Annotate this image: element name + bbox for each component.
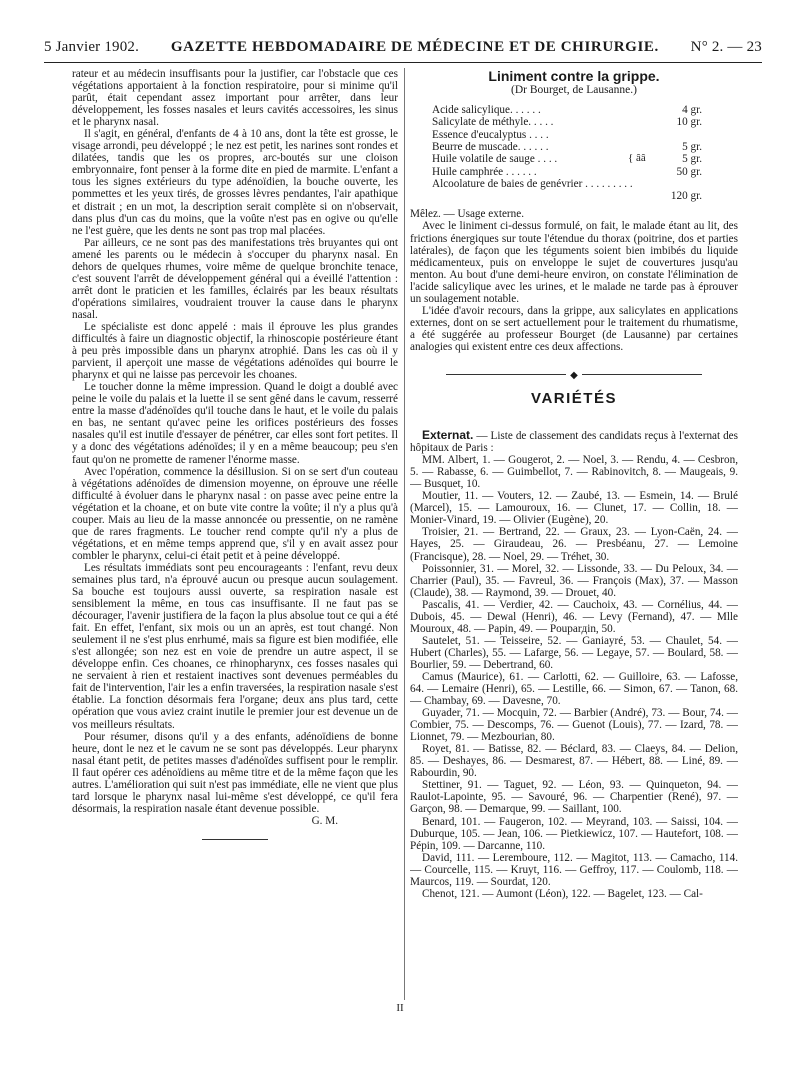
section-divider [410, 369, 738, 379]
article-end-rule [202, 839, 268, 840]
recipe-row [432, 129, 702, 141]
externat-list: Moutier, 11. — Vouters, 12. — Zaubé, 13. — Esmein, 14. — Brulé (Marcel), 15. — Lamouroux, 16. — Clunet, 17. — Collin, 18. — Monier-Vinard, 19. — Olivier (Eugène), 20. [410, 490, 738, 527]
externat-list: Benard, 101. — Faugeron, 102. — Meyrand, 103. — Saissi, 104. — Duburque, 105. — Jean, 106. — Pietkiewicz, 107. — Hautefort, 108. — Pépin, 109. — Darcanne, 110. [410, 815, 738, 852]
left-paragraph: Le toucher donne la même impression. Quand le doigt a doublé avec peine le voile du palais et la luette il se sent gêné dans le cavum, resserré entre la masse d'adénoïdes qu'il touche dans le haut, et le voile du palais en bas, ne sentant qu'avec peine les orifices postérieurs des fosses nasales qu'il est inutile d'essayer de pénétrer, car elles sont fort petites. Il y a donc des végétations adénoïdes; il y en a même beaucoup; peu s'en faut qu'on ne promette de ramener l'énorme masse. [72, 381, 398, 466]
ingredient-name: Beurre de muscade. . . . . . [432, 140, 549, 153]
ingredient-qty: 50 gr. [676, 165, 702, 178]
issue-page-number: N° 2. — 23 [690, 39, 762, 55]
liniment-paragraph: L'idée d'avoir recours, dans la grippe, aux salicylates en applications externes, dont on se sert actuellement pour le traitement du rhumatisme, a été suggérée au professeur Bourget (de Lausanne) par certaines analogies qui existent entre ces deux affections. [410, 304, 738, 353]
ingredient-qty: 5 gr. [682, 140, 702, 153]
left-paragraph: Par ailleurs, ce ne sont pas des manifestations très bruyantes qui ont amené les parents ou le médecin à s'occuper du pharynx nasal. En dehors de quelques rhumes, voire même de quelque bronchite tenace, c'est souvent l'arrêt de développement général qui a éveillé l'attention : arrêt dont le praticien et les familles, éclairés par les beaux résultats d'opérations similaires, voudraient trouver la cause dans le pharynx nasal. [72, 236, 398, 321]
recipe-row [432, 153, 702, 165]
recipe-row [432, 166, 702, 178]
left-paragraph: Les résultats immédiats sont peu encourageants : l'enfant, revu deux semaines plus tard, n'a éprouvé aucun ou presque aucun soulagement. Sa bouche est toujours aussi ouverte, sa respiration nasale est sensiblement la même, en tous cas insuffisante. Il ne faut pas se décourager, l'avenir justifiera de la façon la plus absolue tout ce qui a été fait. En effet, l'enfant, six mois ou un an après, est tout changé. Non seulement il ne s'est plus enrhumé, mais sa figure est bien modifiée, elle s'est allongée; son nez est en voie de prendre un autre aspect, il se développe enfin. Ces choanes, ce rhinopharynx, ces fosses nasales qui ne servaient à rien et restaient inactives sont devenues perméables du fait de l'intervention, l'air les a enfin traversées, la respiration nasale s'est établie. La fonction désormais fera l'organe; deux ans plus tard, cette opération que vous aviez craint inutile le premier jour est devenue un de vos meilleurs résultats. [72, 561, 398, 731]
liniment-author: (Dr Bourget, de Lausanne.) [511, 84, 637, 96]
recipe-row [432, 104, 702, 116]
ingredient-qty [654, 129, 702, 141]
recipe-row [432, 141, 702, 153]
ingredient-qty: 4 gr. [682, 104, 702, 117]
section-title-varietes: VARIÉTÉS [531, 389, 617, 407]
ingredient-qty: 10 gr. [676, 116, 702, 129]
left-paragraph: rateur et au médecin insuffisants pour la justifier, car l'obstacle que ces végétations apportaient à la fonction respiratoire, pour si minime qu'il parût, était cependant assez important pour arrêter, dans leur développement, les fosses nasales et leurs cavités accessoires, les sinus et le pharynx nasal. [72, 68, 398, 129]
externat-list: Pascalis, 41. — Verdier, 42. — Cauchoix, 43. — Cornélius, 44. — Dubois, 45. — Dewal (Henri), 46. — Levy (Fernand), 47. — Mlle Mouroux, 48. — Papin, 49. — Pouparдin, 50. [410, 598, 738, 635]
ingredient-qty: 120 gr. [670, 190, 702, 203]
externat-list: Stettiner, 91. — Taguet, 92. — Léon, 93. — Quinqueton, 94. — Raulot-Lapointe, 95. — Savouré, 96. — Charpentier (René), 97. — Garçon, 98. — Demarque, 99. — Saillant, 100. [410, 779, 738, 816]
externat-list: MM. Albert, 1. — Gougerot, 2. — Noel, 3. — Rendu, 4. — Cesbron, 5. — Rabasse, 6. — Guimbellot, 7. — Rabinovitch, 8. — Maugeais, 9. — Busquet, 10. [410, 454, 738, 491]
externat-list: Camus (Maurice), 61. — Carlotti, 62. — Guilloire, 63. — Lafosse, 64. — Lemaire (Henri), 65. — Lestille, 66. — Simon, 67. — Tanon, 68. — Chambay, 69. — Davesne, 70. [410, 670, 738, 708]
liniment-title: Liniment contre la grippe. [488, 68, 660, 84]
externat-list: Royet, 81. — Batisse, 82. — Béclard, 83. — Claeys, 84. — Delion, 85. — Deshayes, 86. — Desmarest, 87. — Hébert, 88. — Liné, 89. — Rabourdin, 90. [410, 743, 738, 780]
ingredient-name: Huile camphrée . . . . . . [432, 165, 537, 178]
recipe-row [432, 178, 702, 203]
externat-list: Sautelet, 51. — Teisseire, 52. — Ganiayré, 53. — Chaulet, 54. — Hubert (Charles), 55. — Lafarge, 56. — Legaye, 57. — Boulard, 58. — Bourlier, 59. — Debertrand, 60. [410, 634, 738, 671]
header-rule [44, 62, 762, 63]
running-header [44, 34, 762, 56]
ingredient-name: Alcoolature de baies de genévrier . . . . . . . . . [432, 177, 633, 190]
ingredient-name: Essence d'eucalyptus . . . . [432, 128, 549, 141]
ingredient-name: Salicylate de méthyle. . . . . [432, 116, 554, 129]
externat-list: Poissonnier, 31. — Morel, 32. — Lissonde, 33. — Du Peloux, 34. — Charrier (Paul), 35. — Favreul, 36. — François (Max), 37. — Masson (Claude), 38. — Raymond, 39. — Drouet, 40. [410, 562, 738, 599]
ingredient-name: Huile volatile de sauge . . . . [432, 153, 558, 166]
ingredient-name: Acide salicylique. . . . . . [432, 104, 541, 117]
signature: G. M. [311, 814, 338, 827]
externat-list: Troisier, 21. — Bertrand, 22. — Graux, 23. — Lyon-Caën, 24. — Hayes, 25. — Giraudeau, 26. — Presbéanu, 27. — Lemoine (Francisque), 28. — Noel, 29. — Tréhet, 30. [410, 526, 738, 563]
journal-title: GAZETTE HEBDOMADAIRE DE MÉDECINE ET DE CHIRURGIE. [170, 39, 659, 55]
externat-list: Guyader, 71. — Mocquin, 72. — Barbier (André), 73. — Bour, 74. — Combier, 75. — Descomps, 76. — Guenot (Louis), 77. — Izard, 78. — Lionnet, 79. — Mezbourian, 80. [410, 707, 738, 744]
liniment-paragraph: Avec le liniment ci-dessus formulé, on fait, le malade étant au lit, des frictions énergiques sur toute l'étendue du thorax (poitrine, dos et parties latérales), de façon que les téguments soient bien imbibés du liquide médicamenteux, puis on enveloppe le sujet de couvertures jusqu'au menton. Au bout d'une demi-heure environ, on constate l'élimination de l'acide salicylique avec les urines, et le malade ne tarde pas à éprouver un soulagement notable. [410, 220, 738, 305]
externat-list: David, 111. — Lerembourе, 112. — Magitot, 113. — Camacho, 114. — Courcelle, 115. — Kruyt, 116. — Geffroy, 117. — Coulomb, 118. — Maurcos, 119. — Sourdat, 120. [410, 851, 738, 888]
column-separator [404, 68, 405, 1000]
externat-list: Chenot, 121. — Aumont (Léon), 122. — Bagelet, 123. — Cal- [422, 887, 703, 900]
externat-heading: Externat. [422, 428, 474, 443]
left-paragraph: Le spécialiste est donc appelé : mais il éprouve les plus grandes difficultés à faire un diagnostic objectif, la rhinoscopie postérieure étant à peu près impossible dans un pharynx atrophié. Dans les cas où il y parvient, il aperçoit une masse de végétations adénoïdes qui bourre le pharynx et qui ne laisse pas percevoir les choanes. [72, 320, 398, 382]
externat-intro: — Liste de classement des candidats reçus à l'externat des hôpitaux de Paris : [410, 430, 738, 455]
right-column [410, 68, 738, 1000]
ingredient-qty: 5 gr. [682, 153, 702, 166]
brace-label: { ââ [628, 152, 646, 165]
left-column [72, 68, 398, 1000]
left-paragraph: Il s'agit, en général, d'enfants de 4 à 10 ans, dont la tête est grosse, le visage arrondi, peu développé ; le nez est petit, les narines sont rondes et dilatées, tandis que les os propres, arc-boutés sur une cloison embryonnaire, font penser à la forme dite en pied de marmite. L'enfant a tous les signes extérieurs du type adénoïdien, la bouche ouverte, les pommettes et les yeux tirés, de grosses lèvres pendantes, l'air apathique et distrait ; en un mot, la description serait complète si on n'observait, dans plus d'un cas du moins, que la voûte n'est pas en ogive ou qu'elle ne l'est guère, que les dents ne sont pas trop mal placées. [72, 128, 398, 237]
recipe-row [432, 116, 702, 128]
left-paragraph: Avec l'opération, commence la désillusion. Si on se sert d'un couteau à végétations adénoïdes de dimension moyenne, on éprouve une réelle difficulté à évoluer dans le pharynx nasal : on passe avec peine entre la végétation et la choane, et on bute vite contre la voûte; il n'y a plus qu'à couper. Mais au lieu de la masse annoncée ou pressentie, on ne ramène que de rares fragments. Le toucher rend compte qu'il n'y a plus de végétations, et en même temps apprend que, s'il y en avait assez pour combler le pharynx, celui-ci était petit et à peine développé. [72, 465, 398, 562]
diamond-ornament-icon: ◆ [566, 371, 582, 381]
header-date: 5 Janvier 1902. [44, 39, 140, 55]
folio-mark: II [396, 1002, 404, 1014]
left-paragraph: Pour résumer, disons qu'il y a des enfants, adénoïdiens de bonne heure, dont le nez et le cavum ne se sont pas développés. Leur pharynx nasal étant petit, de petites masses d'adénoïdes suffisent pour le remplir. Il faut opérer ces adénoïdiens au même titre et de la même façon que les autres. L'amélioration qui suit n'est pas immédiate, elle ne vient que plus tard lorsque le pharynx nasal lui-même s'est développé, ce qu'il fera désormais, la respiration nasale étant devenue possible. [72, 730, 398, 815]
usage-note: Mêlez. — Usage externe. [410, 208, 524, 221]
recipe-table [432, 104, 702, 202]
